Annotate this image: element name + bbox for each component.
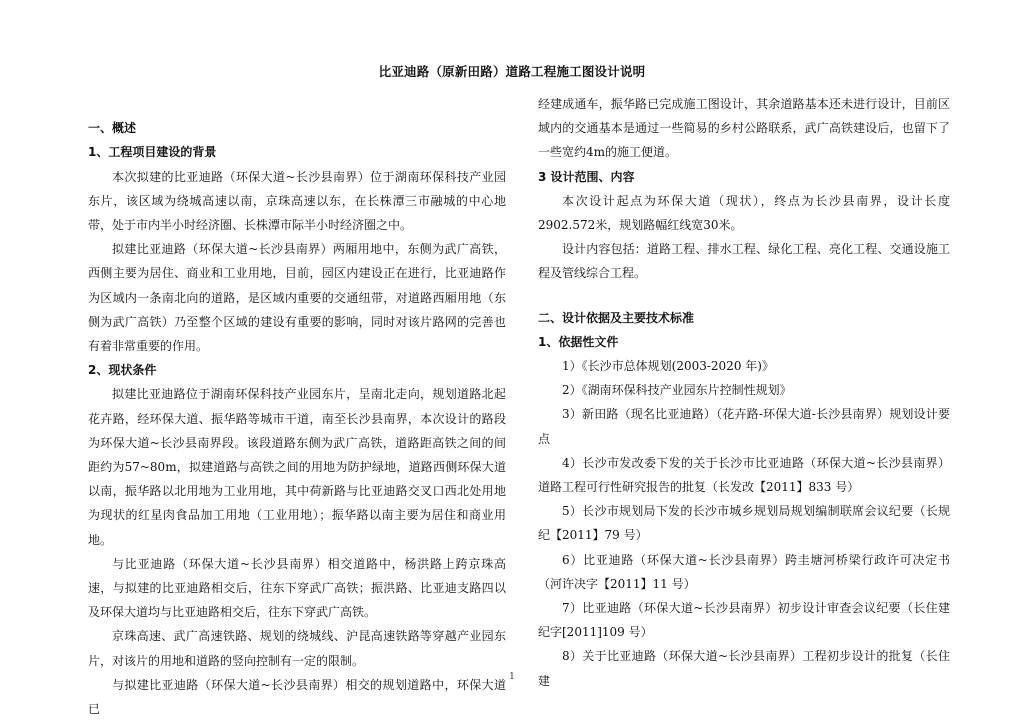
left-column (88, 92, 506, 721)
list-item: 5）长沙市规划局下发的长沙市城乡规划局规划编制联席会议纪要（长规纪【2011】79 号） (538, 504, 950, 543)
subheading-design-scope: 3 设计范围、内容 (538, 169, 635, 184)
page-number: 1 (509, 672, 515, 682)
paragraph: 本次设计起点为环保大道（现状），终点为长沙县南界，设计长度2902.572米，规划路幅红线宽30米。 (538, 193, 950, 233)
section-heading-design-basis: 二、设计依据及主要技术标准 (538, 310, 695, 325)
subheading-reference-documents: 1、依据性文件 (538, 334, 619, 349)
paragraph: 与比亚迪路（环保大道~长沙县南界）相交道路中，杨洪路上跨京珠高速，与拟建的比亚迪路相交后，往东下穿武广高铁；振洪路、比亚迪支路四以及环保大道均与比亚迪路相交后，往东下穿武广高铁。 (88, 556, 506, 620)
list-item: 2）《湖南环保科技产业园东片控制性规划》 (562, 383, 792, 398)
paragraph: 本次拟建的比亚迪路（环保大道~长沙县南界）位于湖南环保科技产业园东片，该区域为绕城高速以南，京珠高速以东，在长株潭三市融城的中心地带，处于市内半小时经济圈、长株潭市际半小时经济圈之中。 (88, 169, 506, 232)
section-heading-overview: 一、概述 (88, 121, 137, 136)
list-item: 3）新田路（现名比亚迪路）（花卉路-环保大道-长沙县南界）规划设计要点 (538, 407, 950, 446)
list-item: 8）关于比亚迪路（环保大道~长沙县南界）工程初步设计的批复（长住建 (538, 649, 950, 688)
list-item: 1）《长沙市总体规划(2003-2020 年)》 (562, 359, 774, 374)
paragraph: 与拟建比亚迪路（环保大道~长沙县南界）相交的规划道路中，环保大道已 (88, 677, 506, 717)
paragraph-continued: 经建成通车，振华路已完成施工图设计，其余道路基本还未进行设计，目前区域内的交通基本是通过一些简易的乡村公路联系，武广高铁建设后，也留下了一些宽约4m的施工便道。 (538, 97, 950, 160)
list-item: 4）长沙市发改委下发的关于长沙市比亚迪路（环保大道~长沙县南界）道路工程可行性研究报告的批复（长发改【2011】833 号） (538, 455, 950, 495)
paragraph: 拟建比亚迪路位于湖南环保科技产业园东片，呈南北走向，规划道路北起花卉路，经环保大道、振华路等城市干道，南至长沙县南界，本次设计的路段为环保大道~长沙县南界段。该段道路东侧为武广高铁，道路距高铁之间的间距约为57~80m，拟建道路与高铁之间的用地为防护绿地，道路西侧环保大道以南，振华路以北用地为工业用地，其中荷新路与比亚迪路交叉口西北处用地为现状的红星肉食品加工用地（工业用地）；振华路以南主要为居住和商业用地。 (88, 387, 506, 547)
paragraph: 设计内容包括：道路工程、排水工程、绿化工程、亮化工程、交通设施工程及管线综合工程。 (538, 242, 950, 281)
subheading-background: 1、工程项目建设的背景 (88, 145, 217, 160)
list-item: 6）比亚迪路（环保大道~长沙县南界）跨圭塘河桥梁行政许可决定书（河许决字【2011】11 号） (538, 552, 950, 591)
subheading-current-conditions: 2、现状条件 (88, 363, 157, 378)
paragraph: 京珠高速、武广高速铁路、规划的绕城线、沪昆高速铁路等穿越产业园东片，对该片的用地和道路的竖向控制有一定的限制。 (88, 629, 506, 668)
paragraph: 拟建比亚迪路（环保大道~长沙县南界）两厢用地中，东侧为武广高铁，西侧主要为居住、商业和工业用地，目前，园区内建设正在进行，比亚迪路作为区域内一条南北向的道路，是区域内重要的交通纽带，对道路西厢用地（东侧为武广高铁）乃至整个区域的建设有重要的影响，同时对该片路网的完善也有着非常重要的作用。 (88, 242, 506, 354)
right-column (538, 92, 950, 693)
list-item: 7）比亚迪路（环保大道~长沙县南界）初步设计审查会议纪要（长住建纪字[2011]109 号） (538, 601, 950, 640)
document-title: 比亚迪路（原新田路）道路工程施工图设计说明 (378, 64, 646, 79)
